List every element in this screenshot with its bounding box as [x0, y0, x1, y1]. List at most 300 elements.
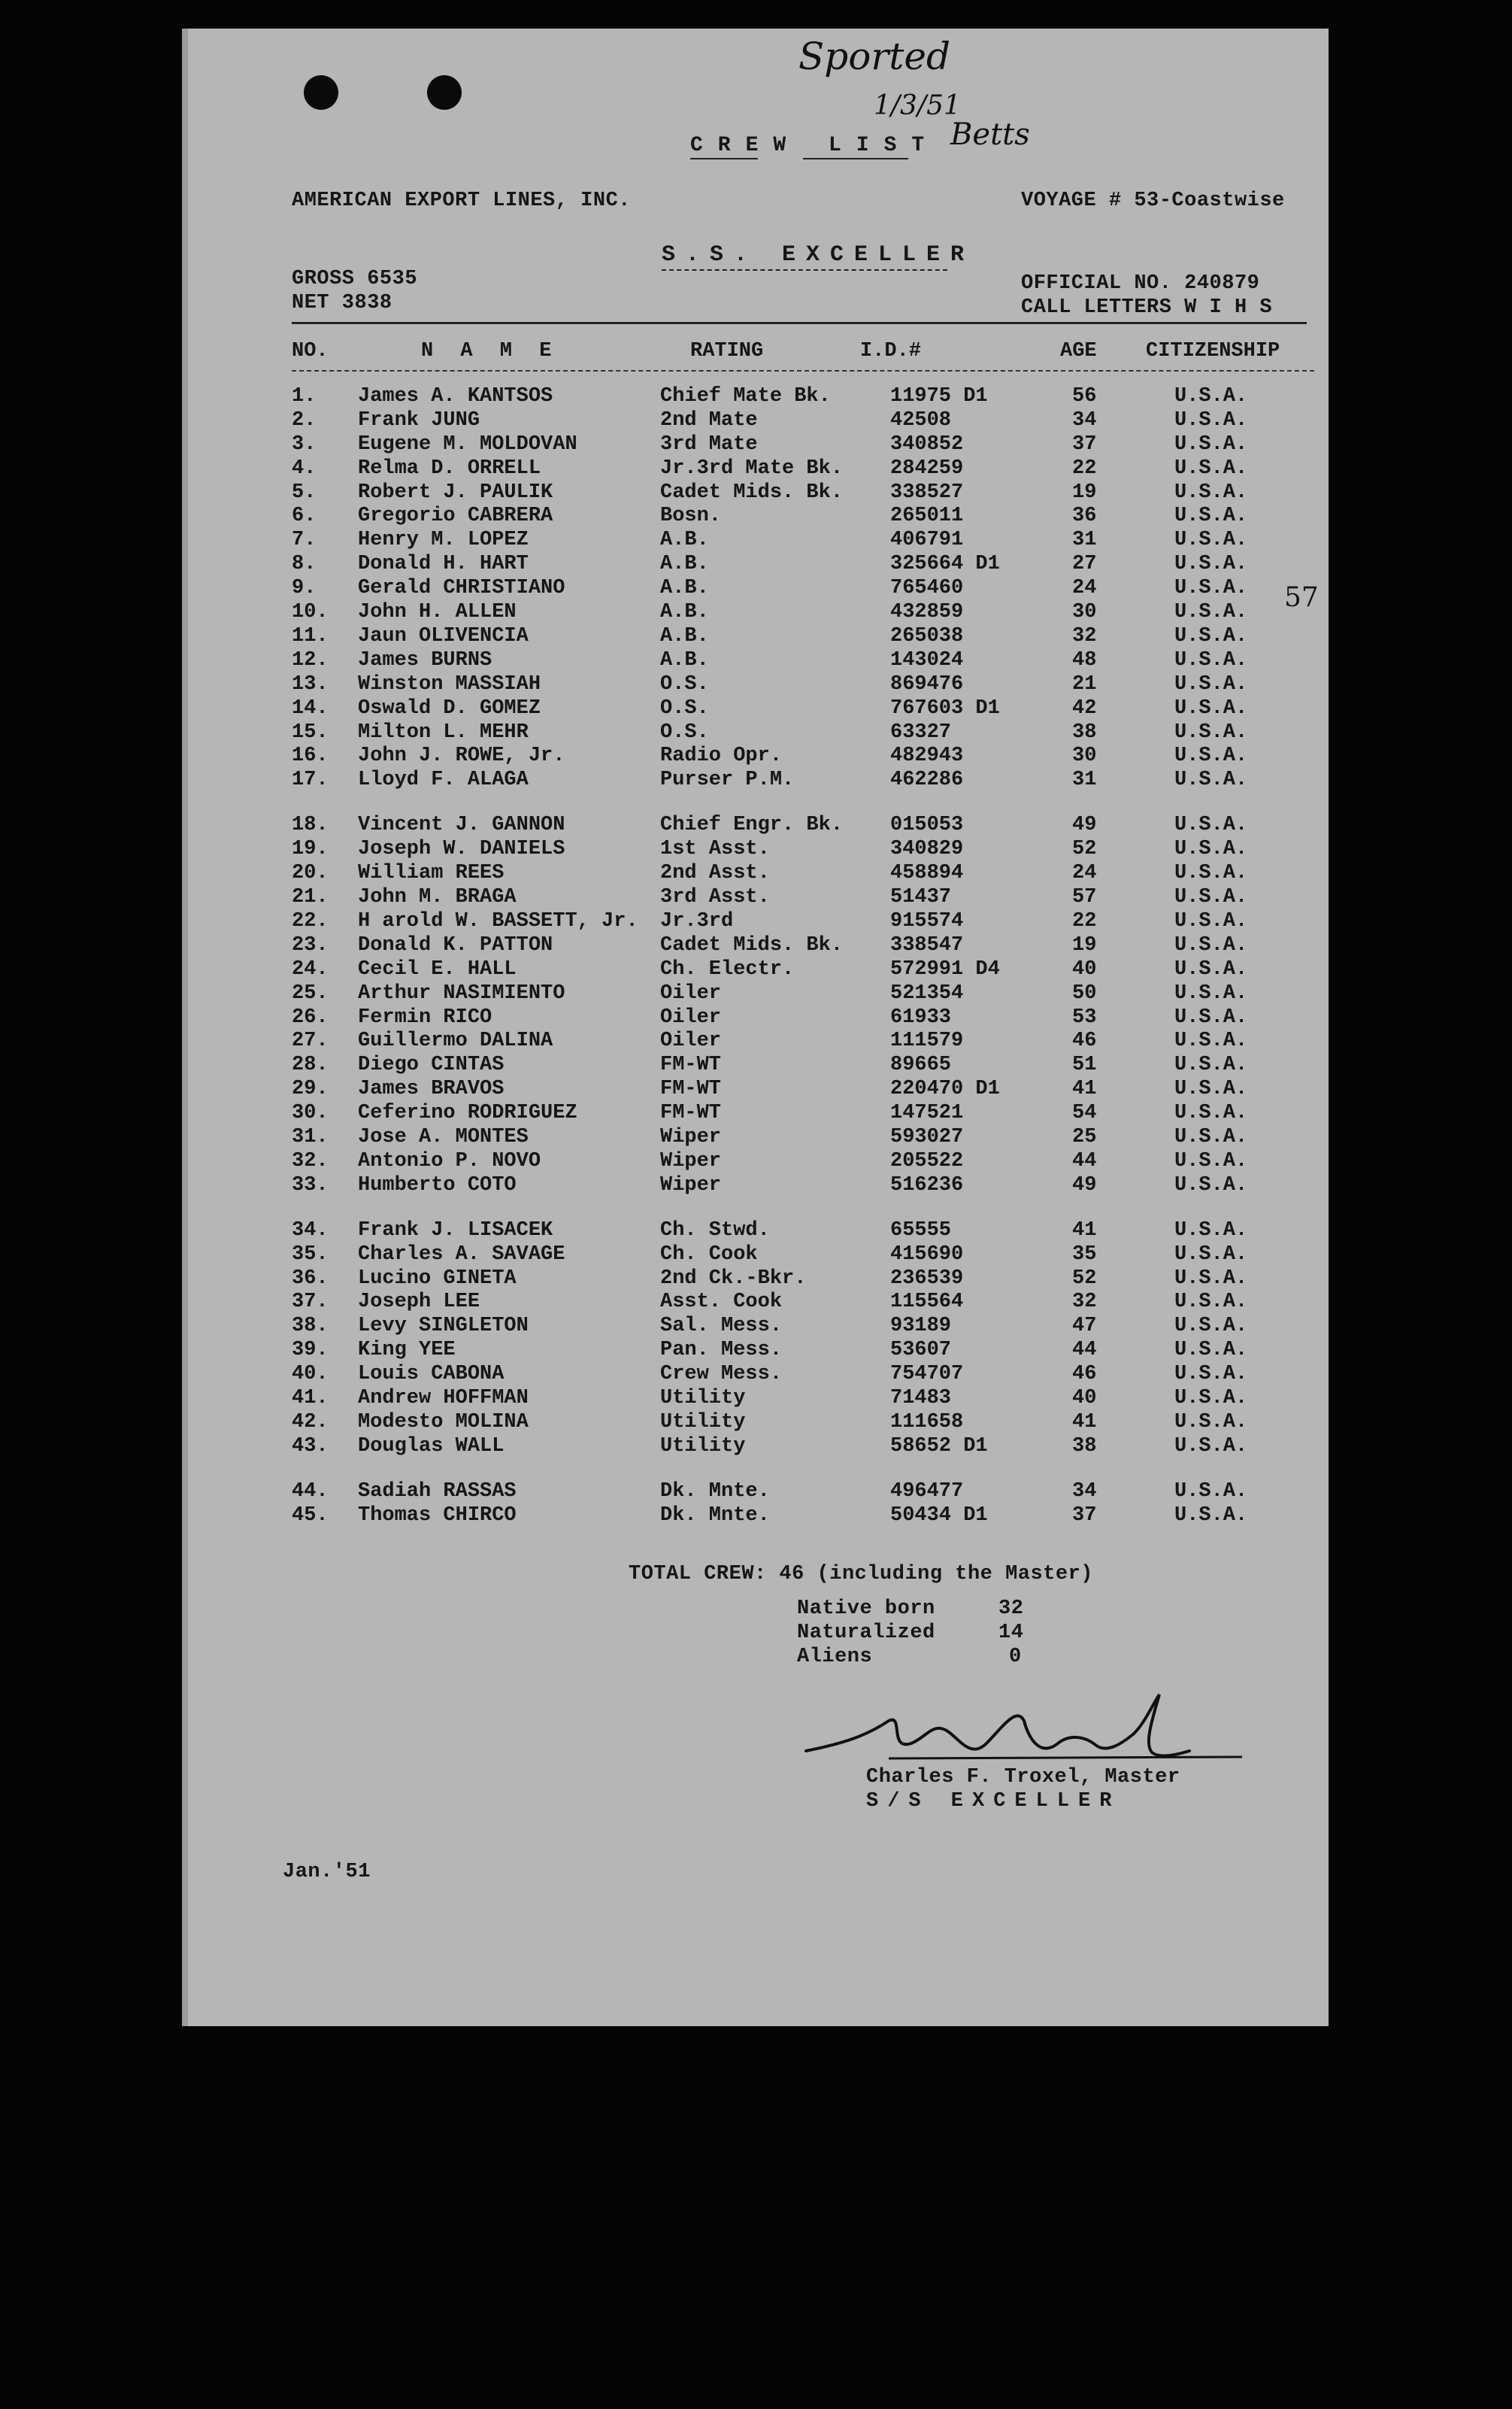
- master-signature: [798, 1691, 1250, 1773]
- crew-id: 915574: [890, 910, 964, 933]
- naturalized-value: 14: [998, 1622, 1024, 1644]
- crew-number: 39.: [292, 1339, 329, 1361]
- crew-row: [182, 1030, 1329, 1054]
- crew-row: [182, 1126, 1329, 1150]
- crew-rating: FM-WT: [660, 1054, 722, 1076]
- crew-rating: A.B.: [660, 577, 709, 599]
- page-number: 57: [1284, 582, 1319, 613]
- crew-row: [182, 673, 1329, 697]
- crew-name: Ceferino RODRIGUEZ: [358, 1102, 577, 1124]
- crew-age: 34: [1072, 1480, 1097, 1503]
- punch-hole-right: [427, 75, 462, 110]
- crew-name: Gregorio CABRERA: [358, 505, 553, 527]
- crew-rating: Radio Opr.: [660, 745, 783, 767]
- crew-number: 30.: [292, 1102, 329, 1124]
- crew-rating: Chief Engr. Bk.: [660, 814, 844, 836]
- crew-name: Antonio P. NOVO: [358, 1150, 541, 1173]
- call-letters: CALL LETTERS W I H S: [1021, 296, 1273, 319]
- crew-citizenship: U.S.A.: [1174, 1480, 1248, 1503]
- crew-age: 35: [1072, 1243, 1097, 1266]
- crew-number: 45.: [292, 1504, 329, 1527]
- crew-name: Winston MASSIAH: [358, 673, 541, 696]
- crew-name: Diego CINTAS: [358, 1054, 505, 1076]
- crew-row: [182, 1006, 1329, 1030]
- crew-citizenship: U.S.A.: [1174, 553, 1248, 575]
- crew-number: 27.: [292, 1030, 329, 1052]
- crew-age: 41: [1072, 1219, 1097, 1242]
- crew-row: [182, 721, 1329, 745]
- column-header-age: AGE: [1060, 340, 1097, 363]
- crew-number: 5.: [292, 481, 317, 504]
- crew-rating: Cadet Mids. Bk.: [660, 481, 844, 504]
- crew-id: 93189: [890, 1315, 952, 1337]
- column-header-citizenship: CITIZENSHIP: [1146, 340, 1280, 363]
- crew-name: Jaun OLIVENCIA: [358, 625, 529, 648]
- crew-row: [182, 1387, 1329, 1411]
- crew-row: [182, 1315, 1329, 1339]
- crew-row: [182, 409, 1329, 433]
- crew-name: Thomas CHIRCO: [358, 1504, 517, 1527]
- crew-number: 22.: [292, 910, 329, 933]
- crew-id: 58652 D1: [890, 1435, 988, 1458]
- crew-number: 41.: [292, 1387, 329, 1409]
- crew-number: 10.: [292, 601, 329, 623]
- crew-number: 33.: [292, 1174, 329, 1197]
- crew-name: King YEE: [358, 1339, 456, 1361]
- crew-name: Cecil E. HALL: [358, 958, 517, 981]
- crew-citizenship: U.S.A.: [1174, 673, 1248, 696]
- aliens-value: 0: [1009, 1646, 1022, 1668]
- crew-row: [182, 838, 1329, 862]
- crew-rating: O.S.: [660, 697, 709, 720]
- crew-row: [182, 1363, 1329, 1387]
- crew-name: Modesto MOLINA: [358, 1411, 529, 1434]
- crew-age: 31: [1072, 529, 1097, 551]
- crew-row: [182, 769, 1329, 793]
- crew-number: 19.: [292, 838, 329, 860]
- crew-name: Andrew HOFFMAN: [358, 1387, 529, 1409]
- crew-row: [182, 697, 1329, 721]
- crew-number: 28.: [292, 1054, 329, 1076]
- naturalized-label: Naturalized: [797, 1622, 935, 1644]
- crew-id: 265011: [890, 505, 964, 527]
- crew-citizenship: U.S.A.: [1174, 886, 1248, 909]
- crew-number: 9.: [292, 577, 317, 599]
- crew-name: Frank J. LISACEK: [358, 1219, 553, 1242]
- crew-id: 147521: [890, 1102, 964, 1124]
- crew-rating: Ch. Electr.: [660, 958, 795, 981]
- crew-name: Joseph W. DANIELS: [358, 838, 565, 860]
- crew-id: 89665: [890, 1054, 952, 1076]
- crew-name: James BRAVOS: [358, 1078, 505, 1100]
- crew-number: 43.: [292, 1435, 329, 1458]
- handwritten-note-reported: Sported: [798, 35, 950, 78]
- crew-citizenship: U.S.A.: [1174, 577, 1248, 599]
- crew-list-document: [182, 29, 1329, 2026]
- crew-number: 25.: [292, 982, 329, 1005]
- crew-citizenship: U.S.A.: [1174, 433, 1248, 456]
- crew-id: 50434 D1: [890, 1504, 988, 1527]
- crew-name: Levy SINGLETON: [358, 1315, 529, 1337]
- crew-row: [182, 481, 1329, 505]
- crew-row: [182, 1243, 1329, 1267]
- crew-row: [182, 1435, 1329, 1459]
- crew-age: 22: [1072, 910, 1097, 933]
- crew-id: 406791: [890, 529, 964, 551]
- crew-citizenship: U.S.A.: [1174, 625, 1248, 648]
- crew-id: 111579: [890, 1030, 964, 1052]
- crew-number: 35.: [292, 1243, 329, 1266]
- crew-number: 20.: [292, 862, 329, 884]
- crew-id: 767603 D1: [890, 697, 1000, 720]
- crew-age: 53: [1072, 1006, 1097, 1029]
- crew-name: Vincent J. GANNON: [358, 814, 565, 836]
- crew-age: 30: [1072, 745, 1097, 767]
- crew-citizenship: U.S.A.: [1174, 1030, 1248, 1052]
- crew-citizenship: U.S.A.: [1174, 910, 1248, 933]
- crew-citizenship: U.S.A.: [1174, 1435, 1248, 1458]
- crew-number: 21.: [292, 886, 329, 909]
- crew-name: Guillermo DALINA: [358, 1030, 553, 1052]
- crew-number: 14.: [292, 697, 329, 720]
- crew-rating: Oiler: [660, 1006, 722, 1029]
- column-header-name: N A M E: [421, 340, 559, 363]
- crew-row: [182, 433, 1329, 457]
- crew-age: 40: [1072, 1387, 1097, 1409]
- crew-citizenship: U.S.A.: [1174, 1219, 1248, 1242]
- crew-number: 2.: [292, 409, 317, 432]
- crew-name: Robert J. PAULIK: [358, 481, 553, 504]
- crew-rating: A.B.: [660, 649, 709, 672]
- crew-citizenship: U.S.A.: [1174, 745, 1248, 767]
- crew-age: 49: [1072, 814, 1097, 836]
- crew-rating: Pan. Mess.: [660, 1339, 783, 1361]
- crew-name: Eugene M. MOLDOVAN: [358, 433, 577, 456]
- crew-id: 65555: [890, 1219, 952, 1242]
- crew-citizenship: U.S.A.: [1174, 838, 1248, 860]
- crew-id: 236539: [890, 1267, 964, 1290]
- crew-id: 115564: [890, 1291, 964, 1313]
- native-born-value: 32: [998, 1597, 1024, 1620]
- crew-row: [182, 1339, 1329, 1363]
- crew-age: 38: [1072, 721, 1097, 744]
- crew-row: [182, 1411, 1329, 1435]
- crew-citizenship: U.S.A.: [1174, 409, 1248, 432]
- crew-row: [182, 982, 1329, 1006]
- crew-id: 521354: [890, 982, 964, 1005]
- crew-row: [182, 553, 1329, 577]
- crew-rating: Utility: [660, 1411, 746, 1434]
- crew-age: 46: [1072, 1363, 1097, 1385]
- crew-citizenship: U.S.A.: [1174, 457, 1248, 480]
- crew-name: Joseph LEE: [358, 1291, 480, 1313]
- crew-id: 284259: [890, 457, 964, 480]
- column-header-row: [182, 340, 1329, 364]
- crew-name: Donald H. HART: [358, 553, 529, 575]
- crew-citizenship: U.S.A.: [1174, 1363, 1248, 1385]
- crew-age: 21: [1072, 673, 1097, 696]
- crew-number: 34.: [292, 1219, 329, 1242]
- crew-number: 8.: [292, 553, 317, 575]
- crew-rating: Crew Mess.: [660, 1363, 783, 1385]
- crew-age: 24: [1072, 577, 1097, 599]
- crew-name: H arold W. BASSETT, Jr.: [358, 910, 638, 933]
- crew-row: [182, 1054, 1329, 1078]
- crew-id: 482943: [890, 745, 964, 767]
- crew-age: 25: [1072, 1126, 1097, 1148]
- crew-name: Lloyd F. ALAGA: [358, 769, 529, 791]
- column-header-rating: RATING: [690, 340, 764, 363]
- crew-row: [182, 862, 1329, 886]
- crew-age: 32: [1072, 1291, 1097, 1313]
- crew-rating: Ch. Stwd.: [660, 1219, 770, 1242]
- crew-name: James BURNS: [358, 649, 492, 672]
- voyage-number: VOYAGE # 53-Coastwise: [1021, 190, 1285, 212]
- crew-rating: FM-WT: [660, 1102, 722, 1124]
- crew-row: [182, 814, 1329, 838]
- crew-id: 572991 D4: [890, 958, 1000, 981]
- crew-citizenship: U.S.A.: [1174, 697, 1248, 720]
- crew-rating: Oiler: [660, 982, 722, 1005]
- crew-number: 16.: [292, 745, 329, 767]
- crew-number: 15.: [292, 721, 329, 744]
- crew-age: 37: [1072, 1504, 1097, 1527]
- total-crew: TOTAL CREW: 46 (including the Master): [629, 1563, 1093, 1585]
- crew-number: 29.: [292, 1078, 329, 1100]
- crew-citizenship: U.S.A.: [1174, 982, 1248, 1005]
- crew-age: 52: [1072, 838, 1097, 860]
- header-rule-bottom: [292, 370, 1314, 373]
- crew-citizenship: U.S.A.: [1174, 1315, 1248, 1337]
- title-underline-1: [690, 158, 758, 159]
- crew-id: 516236: [890, 1174, 964, 1197]
- handwritten-note-date: 1/3/51: [874, 90, 961, 121]
- crew-name: Gerald CHRISTIANO: [358, 577, 565, 599]
- crew-id: 51437: [890, 886, 952, 909]
- crew-number: 4.: [292, 457, 317, 480]
- net-tonnage: NET 3838: [292, 292, 392, 314]
- crew-citizenship: U.S.A.: [1174, 385, 1248, 408]
- crew-name: James A. KANTSOS: [358, 385, 553, 408]
- crew-age: 44: [1072, 1339, 1097, 1361]
- aliens-label: Aliens: [797, 1646, 873, 1668]
- column-header-id: I.D.#: [860, 340, 922, 363]
- crew-name: Fermin RICO: [358, 1006, 492, 1029]
- crew-number: 37.: [292, 1291, 329, 1313]
- crew-age: 32: [1072, 625, 1097, 648]
- crew-rating: Bosn.: [660, 505, 722, 527]
- crew-name: Louis CABONA: [358, 1363, 505, 1385]
- gross-tonnage: GROSS 6535: [292, 268, 418, 290]
- crew-row: [182, 1291, 1329, 1315]
- crew-citizenship: U.S.A.: [1174, 814, 1248, 836]
- crew-id: 462286: [890, 769, 964, 791]
- crew-citizenship: U.S.A.: [1174, 1174, 1248, 1197]
- crew-rating: Ch. Cook: [660, 1243, 758, 1266]
- crew-citizenship: U.S.A.: [1174, 1126, 1248, 1148]
- crew-rating: Oiler: [660, 1030, 722, 1052]
- crew-age: 31: [1072, 769, 1097, 791]
- handwritten-note-initials: Betts: [950, 117, 1030, 152]
- crew-id: 496477: [890, 1480, 964, 1503]
- crew-name: Relma D. ORRELL: [358, 457, 541, 480]
- document-title: CREW LIST: [690, 134, 940, 157]
- crew-name: Milton L. MEHR: [358, 721, 529, 744]
- crew-row: [182, 910, 1329, 934]
- official-number: OFFICIAL NO. 240879: [1021, 272, 1260, 295]
- crew-id: 754707: [890, 1363, 964, 1385]
- crew-id: 338527: [890, 481, 964, 504]
- crew-row: [182, 1174, 1329, 1198]
- crew-name: Arthur NASIMIENTO: [358, 982, 565, 1005]
- crew-citizenship: U.S.A.: [1174, 958, 1248, 981]
- crew-citizenship: U.S.A.: [1174, 1006, 1248, 1029]
- crew-name: Douglas WALL: [358, 1435, 505, 1458]
- crew-number: 7.: [292, 529, 317, 551]
- crew-age: 37: [1072, 433, 1097, 456]
- crew-row: [182, 649, 1329, 673]
- crew-id: 593027: [890, 1126, 964, 1148]
- crew-age: 24: [1072, 862, 1097, 884]
- crew-age: 48: [1072, 649, 1097, 672]
- crew-row: [182, 505, 1329, 529]
- crew-rating: 2nd Asst.: [660, 862, 770, 884]
- crew-age: 30: [1072, 601, 1097, 623]
- signed-name: Charles F. Troxel, Master: [866, 1766, 1180, 1789]
- crew-row: [182, 745, 1329, 769]
- crew-number: 17.: [292, 769, 329, 791]
- crew-rating: 3rd Mate: [660, 433, 758, 456]
- crew-name: John M. BRAGA: [358, 886, 517, 909]
- crew-rating: Purser P.M.: [660, 769, 795, 791]
- crew-number: 6.: [292, 505, 317, 527]
- crew-number: 44.: [292, 1480, 329, 1503]
- crew-rating: A.B.: [660, 553, 709, 575]
- crew-age: 42: [1072, 697, 1097, 720]
- crew-row: [182, 1504, 1329, 1528]
- crew-id: 71483: [890, 1387, 952, 1409]
- crew-id: 220470 D1: [890, 1078, 1000, 1100]
- crew-id: 42508: [890, 409, 952, 432]
- crew-name: John H. ALLEN: [358, 601, 517, 623]
- crew-rating: Sal. Mess.: [660, 1315, 783, 1337]
- crew-id: 143024: [890, 649, 964, 672]
- crew-citizenship: U.S.A.: [1174, 1054, 1248, 1076]
- crew-row: [182, 1219, 1329, 1243]
- crew-id: 111658: [890, 1411, 964, 1434]
- title-underline-2: [803, 158, 908, 159]
- crew-id: 205522: [890, 1150, 964, 1173]
- ship-signature-line: S/S EXCELLER: [866, 1790, 1121, 1813]
- punch-hole-left: [304, 75, 338, 110]
- crew-rating: A.B.: [660, 601, 709, 623]
- crew-id: 63327: [890, 721, 952, 744]
- crew-age: 41: [1072, 1078, 1097, 1100]
- crew-name: John J. ROWE, Jr.: [358, 745, 565, 767]
- crew-id: 432859: [890, 601, 964, 623]
- crew-citizenship: U.S.A.: [1174, 1411, 1248, 1434]
- crew-age: 41: [1072, 1411, 1097, 1434]
- crew-rating: O.S.: [660, 673, 709, 696]
- crew-row: [182, 1102, 1329, 1126]
- crew-rating: A.B.: [660, 529, 709, 551]
- crew-age: 19: [1072, 934, 1097, 957]
- crew-row: [182, 886, 1329, 910]
- crew-id: 61933: [890, 1006, 952, 1029]
- crew-number: 11.: [292, 625, 329, 648]
- crew-id: 53607: [890, 1339, 952, 1361]
- crew-rating: FM-WT: [660, 1078, 722, 1100]
- crew-rating: O.S.: [660, 721, 709, 744]
- crew-rating: Utility: [660, 1387, 746, 1409]
- crew-age: 47: [1072, 1315, 1097, 1337]
- crew-row: [182, 601, 1329, 625]
- crew-row: [182, 1078, 1329, 1102]
- crew-rating: Cadet Mids. Bk.: [660, 934, 844, 957]
- crew-age: 34: [1072, 409, 1097, 432]
- crew-rating: Utility: [660, 1435, 746, 1458]
- crew-age: 27: [1072, 553, 1097, 575]
- crew-citizenship: U.S.A.: [1174, 1339, 1248, 1361]
- crew-rating: 2nd Ck.-Bkr.: [660, 1267, 807, 1290]
- crew-number: 1.: [292, 385, 317, 408]
- crew-citizenship: U.S.A.: [1174, 1267, 1248, 1290]
- crew-age: 52: [1072, 1267, 1097, 1290]
- crew-name: Sadiah RASSAS: [358, 1480, 517, 1503]
- column-header-no: NO.: [292, 340, 329, 363]
- crew-age: 54: [1072, 1102, 1097, 1124]
- crew-number: 23.: [292, 934, 329, 957]
- crew-id: 11975 D1: [890, 385, 988, 408]
- crew-name: William REES: [358, 862, 505, 884]
- crew-name: Humberto COTO: [358, 1174, 517, 1197]
- native-born-label: Native born: [797, 1597, 935, 1620]
- crew-name: Jose A. MONTES: [358, 1126, 529, 1148]
- crew-id: 458894: [890, 862, 964, 884]
- crew-rating: Dk. Mnte.: [660, 1504, 770, 1527]
- crew-rating: Chief Mate Bk.: [660, 385, 831, 408]
- crew-row: [182, 1480, 1329, 1504]
- crew-row: [182, 457, 1329, 481]
- crew-row: [182, 529, 1329, 553]
- crew-row: [182, 958, 1329, 982]
- crew-age: 22: [1072, 457, 1097, 480]
- crew-citizenship: U.S.A.: [1174, 1102, 1248, 1124]
- crew-citizenship: U.S.A.: [1174, 862, 1248, 884]
- crew-age: 56: [1072, 385, 1097, 408]
- crew-citizenship: U.S.A.: [1174, 481, 1248, 504]
- crew-rating: Dk. Mnte.: [660, 1480, 770, 1503]
- crew-row: [182, 385, 1329, 409]
- crew-citizenship: U.S.A.: [1174, 1150, 1248, 1173]
- crew-id: 869476: [890, 673, 964, 696]
- crew-id: 015053: [890, 814, 964, 836]
- crew-row: [182, 577, 1329, 601]
- crew-rating: Jr.3rd: [660, 910, 734, 933]
- crew-number: 32.: [292, 1150, 329, 1173]
- crew-number: 40.: [292, 1363, 329, 1385]
- crew-rating: Wiper: [660, 1174, 722, 1197]
- crew-id: 338547: [890, 934, 964, 957]
- header-rule-top: [292, 322, 1307, 324]
- crew-id: 765460: [890, 577, 964, 599]
- crew-citizenship: U.S.A.: [1174, 505, 1248, 527]
- crew-name: Donald K. PATTON: [358, 934, 553, 957]
- crew-rating: 2nd Mate: [660, 409, 758, 432]
- crew-age: 44: [1072, 1150, 1097, 1173]
- crew-number: 42.: [292, 1411, 329, 1434]
- crew-age: 40: [1072, 958, 1097, 981]
